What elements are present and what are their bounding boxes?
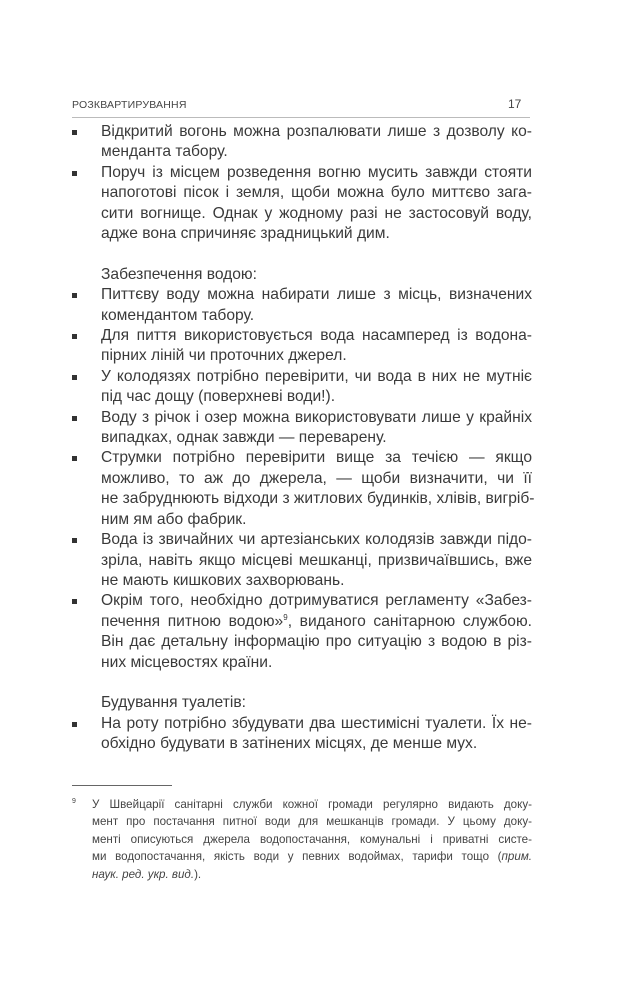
- footnote-ref[interactable]: 9: [283, 612, 288, 622]
- bullet-icon: [72, 456, 77, 461]
- footnote: 9 У Швейцарії санітарні служби кожної громади регулярно видають доку- мент про постачання питної води для мешканців громади. У цьому доку- менті описуються джерела водопостачання, комунальні і приватні систе- ми водопостачання, якість води у певних водоймах, тарифи тощо (прим. наук. ред. укр. вид.).: [72, 796, 532, 883]
- list-item: [72, 367, 532, 408]
- text-line: У колодязях потрібно перевірити, чи вода в них не мутніє: [101, 367, 532, 385]
- text-line: адже вона спричиняє зрадницький дим.: [101, 225, 390, 243]
- footnote-rule: [72, 785, 172, 786]
- text-line: напоготові пісок і земля, щоби можна було миттєво зага-: [101, 184, 532, 202]
- text-line: менданта табору.: [101, 143, 228, 161]
- text-line: Струмки потрібно перевірити вище за течією — якщо: [101, 449, 532, 467]
- bullet-icon: [72, 171, 77, 176]
- text-line: обхідно будувати в затінених місцях, де менше мух.: [101, 735, 478, 753]
- text-line: Для пиття використовується вода насамперед із водона-: [101, 327, 532, 345]
- text-line: На роту потрібно збудувати два шестимісні туалети. Їх не-: [101, 714, 532, 732]
- toilet-list: [72, 714, 532, 755]
- text-line: Відкритий вогонь можна розпалювати лише з дозволу ко-: [101, 123, 532, 140]
- bullet-icon: [72, 130, 77, 135]
- water-heading: Забезпечення водою:: [101, 265, 257, 283]
- text-line: Вода із звичайних чи артезіанських колодязів завжди підо-: [101, 531, 532, 549]
- list-item: [72, 122, 532, 163]
- bullet-icon: [72, 293, 77, 298]
- bullet-icon: [72, 538, 77, 543]
- list-item: [72, 530, 532, 591]
- text-line: можливо, то аж до джерела, — щоби визначити, чи її: [101, 469, 532, 487]
- list-item: [72, 285, 532, 326]
- text-line: сити вогнище. Однак у жодному разі не застосовуй воду,: [101, 204, 532, 222]
- text-line: зріла, навіть якщо місцеві мешканці, призвичаївшись, вже: [101, 551, 532, 569]
- list-item: [72, 326, 532, 367]
- list-item: Окрім того, необхідно дотримуватися регламенту «Забез- печення питною водою»$^9$, виданого санітарною службою. Він дає детальну інформацію про ситуацію з водою в різ- них місцевостях країни.: [72, 591, 532, 673]
- text-line: ним ям або фабрик.: [101, 510, 247, 528]
- text-line: не забруднюють відходи з житлових будинків, хлівів, вигріб-: [101, 490, 535, 508]
- list-item: [72, 714, 532, 755]
- bullet-icon: [72, 375, 77, 380]
- text-line: під час дощу (поверхневі води!).: [101, 388, 336, 406]
- text-line: комендантом табору.: [101, 306, 255, 324]
- header-rule: [72, 117, 530, 118]
- page-number: 17: [508, 97, 522, 111]
- list-item: [72, 163, 532, 245]
- toilet-heading: Будування туалетів:: [101, 694, 246, 712]
- bullet-icon: [72, 599, 77, 604]
- text-line: Поруч із місцем розведення вогню мусить завжди стояти: [101, 163, 532, 181]
- bullet-icon: [72, 416, 77, 421]
- footnote-mark: 9: [72, 798, 76, 805]
- text-line: Воду з річок і озер можна використовувати лише у крайніх: [101, 408, 532, 426]
- water-list: [72, 285, 535, 591]
- running-header: РОЗКВАРТИРУВАННЯ: [72, 99, 187, 111]
- list-item: [72, 408, 532, 449]
- text-line: пірних ліній чи проточних джерел.: [101, 347, 347, 365]
- fire-list: [72, 122, 532, 244]
- bullet-icon: [72, 334, 77, 339]
- body-text: [72, 122, 535, 755]
- text-line: випадках, однак завжди — переварену.: [101, 429, 387, 447]
- list-item: [72, 448, 535, 530]
- text-line: Питтєву воду можна набирати лише з місць, визначених: [101, 286, 532, 304]
- bullet-icon: [72, 722, 77, 727]
- text-line: не мають кишкових захворювань.: [101, 571, 345, 589]
